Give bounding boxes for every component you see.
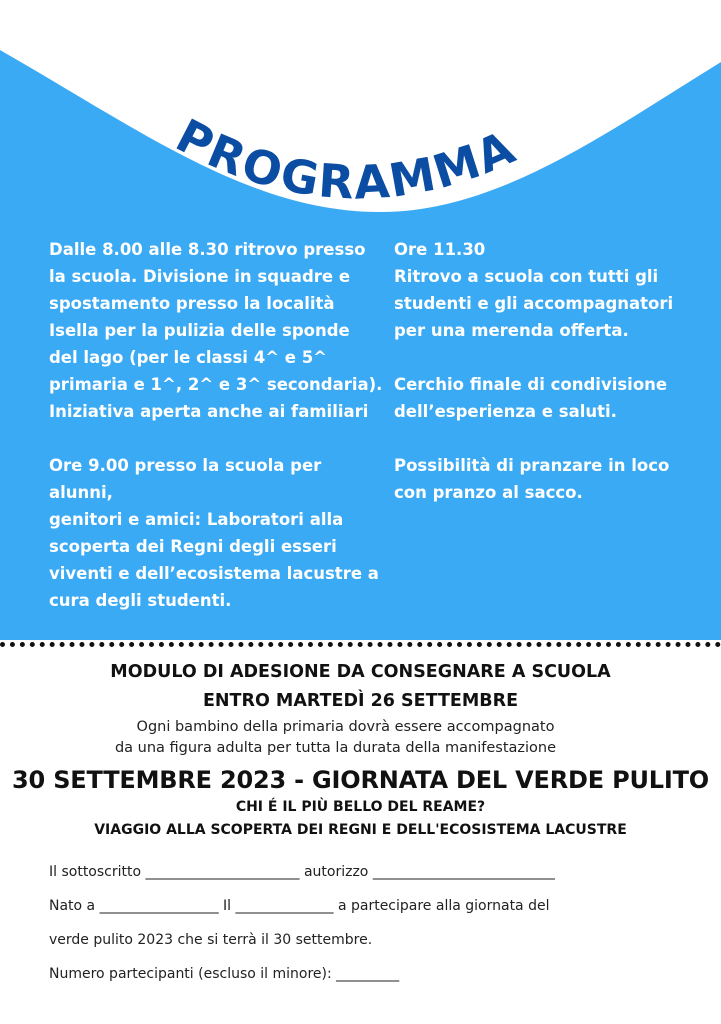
program-left-line: del lago (per le classi 4^ e 5^ bbox=[49, 348, 328, 367]
program-left-line: genitori e amici: Laboratori alla bbox=[49, 510, 344, 529]
svg-text:PROGRAMMA bbox=[168, 108, 524, 210]
form-note bbox=[0, 717, 721, 759]
program-left-line: scoperta dei Regni degli esseri bbox=[49, 537, 337, 556]
form-line-participants[interactable]: Numero partecipanti (escluso il minore): _________ bbox=[49, 966, 400, 982]
program-left-line: Isella per la pulizia delle sponde bbox=[49, 321, 350, 340]
program-right-paragraph bbox=[394, 371, 694, 425]
event-subtitle-1: CHI É IL PIÙ BELLO DEL REAME? bbox=[235, 799, 486, 815]
form-heading-line2: ENTRO MARTEDÌ 26 SETTEMBRE bbox=[202, 691, 519, 711]
program-right-line: Ritrovo a scuola con tutti gli bbox=[394, 267, 659, 286]
program-right-line: Ore 11.30 bbox=[394, 240, 486, 259]
program-left-line: spostamento presso la località bbox=[49, 294, 335, 313]
program-right-column bbox=[394, 236, 694, 533]
program-title bbox=[0, 0, 721, 240]
program-left-paragraph bbox=[49, 452, 389, 614]
program-left-line: Iniziativa aperta anche ai familiari bbox=[49, 402, 369, 421]
program-right-line: per una merenda offerta. bbox=[394, 321, 629, 340]
program-right-line: Possibilità di pranzare in loco bbox=[394, 456, 670, 475]
event-title: 30 SETTEMBRE 2023 - GIORNATA DEL VERDE PULITO bbox=[12, 766, 709, 794]
program-left-line: Dalle 8.00 alle 8.30 ritrovo presso bbox=[49, 240, 366, 259]
program-right-line: dell’esperienza e saluti. bbox=[394, 402, 617, 421]
program-left-line: la scuola. Divisione in squadre e bbox=[49, 267, 351, 286]
program-right-line: con pranzo al sacco. bbox=[394, 483, 583, 502]
program-left-paragraph bbox=[49, 236, 389, 425]
form-line-birth[interactable]: Nato a _________________ Il ______________ a partecipare alla giornata del bbox=[49, 898, 550, 914]
form-note-line1: Ogni bambino della primaria dovrà essere accompagnato bbox=[136, 719, 555, 735]
form-note-line2: da una figura adulta per tutta la durata della manifestazione bbox=[114, 740, 557, 756]
program-right-line: studenti e gli accompagnatori bbox=[394, 294, 674, 313]
form-line-signer[interactable]: Il sottoscritto ______________________ autorizzo __________________________ bbox=[49, 864, 555, 880]
program-right-paragraph bbox=[394, 452, 694, 506]
cut-line-divider bbox=[0, 642, 721, 647]
form-heading-line1: MODULO DI ADESIONE DA CONSEGNARE A SCUOLA bbox=[110, 662, 611, 682]
program-left-line: Ore 9.00 presso la scuola per alunni, bbox=[49, 456, 322, 502]
program-left-line: cura degli studenti. bbox=[49, 591, 232, 610]
program-title-text: PROGRAMMA bbox=[167, 108, 524, 210]
form-line-event-date: verde pulito 2023 che si terrà il 30 settembre. bbox=[49, 932, 373, 948]
program-left-column bbox=[49, 236, 389, 641]
program-left-line: primaria e 1^, 2^ e 3^ secondaria). bbox=[49, 375, 383, 394]
program-right-paragraph bbox=[394, 236, 694, 344]
program-right-line: Cerchio finale di condivisione bbox=[394, 375, 668, 394]
event-subtitle-2: VIAGGIO ALLA SCOPERTA DEI REGNI E DELL'ECOSISTEMA LACUSTRE bbox=[94, 822, 627, 838]
program-left-line: viventi e dell’ecosistema lacustre a bbox=[49, 564, 379, 583]
